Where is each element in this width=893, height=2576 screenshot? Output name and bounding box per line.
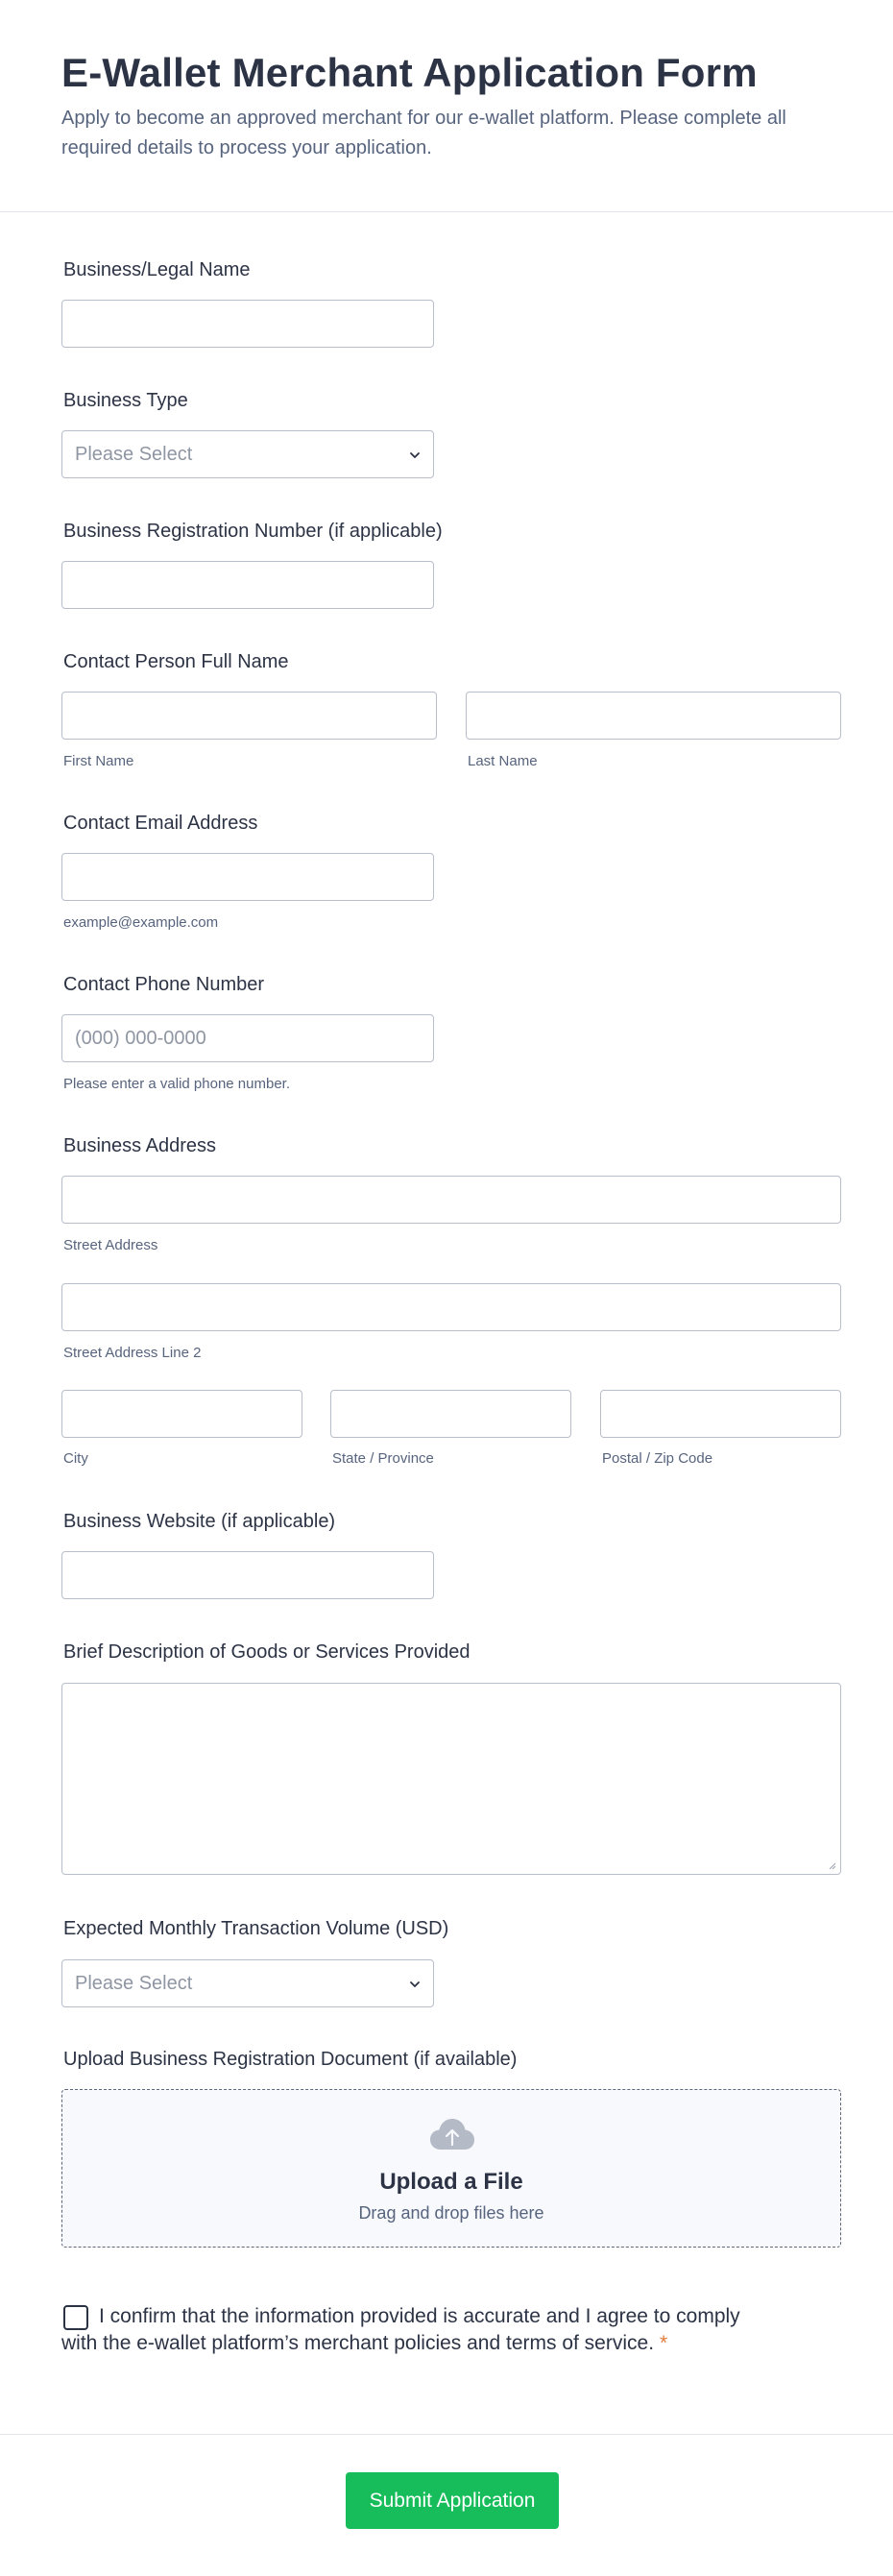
contact-name-label: Contact Person Full Name <box>63 651 289 672</box>
cloud-upload-icon <box>429 2117 475 2151</box>
state-input[interactable] <box>330 1390 571 1438</box>
street-address-line2-sublabel: Street Address Line 2 <box>63 1345 202 1361</box>
business-name-label: Business/Legal Name <box>63 259 251 280</box>
zip-sublabel: Postal / Zip Code <box>602 1450 713 1467</box>
volume-select[interactable] <box>61 1959 434 2007</box>
website-label: Business Website (if applicable) <box>63 1511 336 1532</box>
consent-text-wrap <box>61 2303 762 2357</box>
business-type-label: Business Type <box>63 390 188 411</box>
upload-label: Upload Business Registration Document (if available) <box>63 2049 518 2070</box>
contact-email-input[interactable] <box>61 853 434 901</box>
last-name-input[interactable] <box>466 692 841 740</box>
contact-email-sublabel: example@example.com <box>63 914 219 931</box>
business-address-label: Business Address <box>63 1135 216 1156</box>
file-upload-dropzone[interactable] <box>61 2089 841 2248</box>
resize-handle-icon[interactable] <box>827 1860 836 1870</box>
first-name-input[interactable] <box>61 692 437 740</box>
street-address-line2-input[interactable] <box>61 1283 841 1331</box>
contact-email-label: Contact Email Address <box>63 813 258 834</box>
volume-label: Expected Monthly Transaction Volume (USD) <box>63 1918 449 1939</box>
form-header <box>0 0 893 212</box>
volume-placeholder: Please Select <box>75 1973 193 1994</box>
contact-phone-input[interactable] <box>61 1014 434 1062</box>
registration-number-input[interactable] <box>61 561 434 609</box>
form-title: E-Wallet Merchant Application Form <box>61 50 758 95</box>
consent-text: I confirm that the information provided is accurate and I agree to comply with the e-wallet platform’s merchant policies and terms of service. <box>61 2305 740 2354</box>
business-name-input[interactable] <box>61 300 434 348</box>
footer-divider <box>0 2434 893 2435</box>
contact-phone-placeholder: (000) 000-0000 <box>75 1028 206 1049</box>
required-mark: * <box>660 2332 668 2354</box>
business-type-placeholder: Please Select <box>75 444 193 465</box>
registration-number-label: Business Registration Number (if applicable) <box>63 521 443 542</box>
last-name-sublabel: Last Name <box>468 753 538 769</box>
chevron-down-icon <box>408 449 422 462</box>
description-textarea[interactable] <box>61 1683 841 1875</box>
website-input[interactable] <box>61 1551 434 1599</box>
state-sublabel: State / Province <box>332 1450 434 1467</box>
contact-phone-sublabel: Please enter a valid phone number. <box>63 1076 290 1092</box>
contact-phone-label: Contact Phone Number <box>63 974 265 995</box>
upload-title: Upload a File <box>379 2169 523 2195</box>
chevron-down-icon <box>408 1978 422 1991</box>
city-sublabel: City <box>63 1450 88 1467</box>
street-address-sublabel: Street Address <box>63 1237 158 1253</box>
city-input[interactable] <box>61 1390 302 1438</box>
upload-subtitle: Drag and drop files here <box>358 2203 544 2223</box>
zip-input[interactable] <box>600 1390 841 1438</box>
form-subtitle: Apply to become an approved merchant for our e-wallet platform. Please complete all required details to process your application. <box>61 108 786 158</box>
description-label: Brief Description of Goods or Services Provided <box>63 1641 471 1663</box>
submit-button[interactable]: Submit Application <box>346 2472 559 2529</box>
business-type-select[interactable] <box>61 430 434 478</box>
first-name-sublabel: First Name <box>63 753 134 769</box>
street-address-input[interactable] <box>61 1176 841 1224</box>
